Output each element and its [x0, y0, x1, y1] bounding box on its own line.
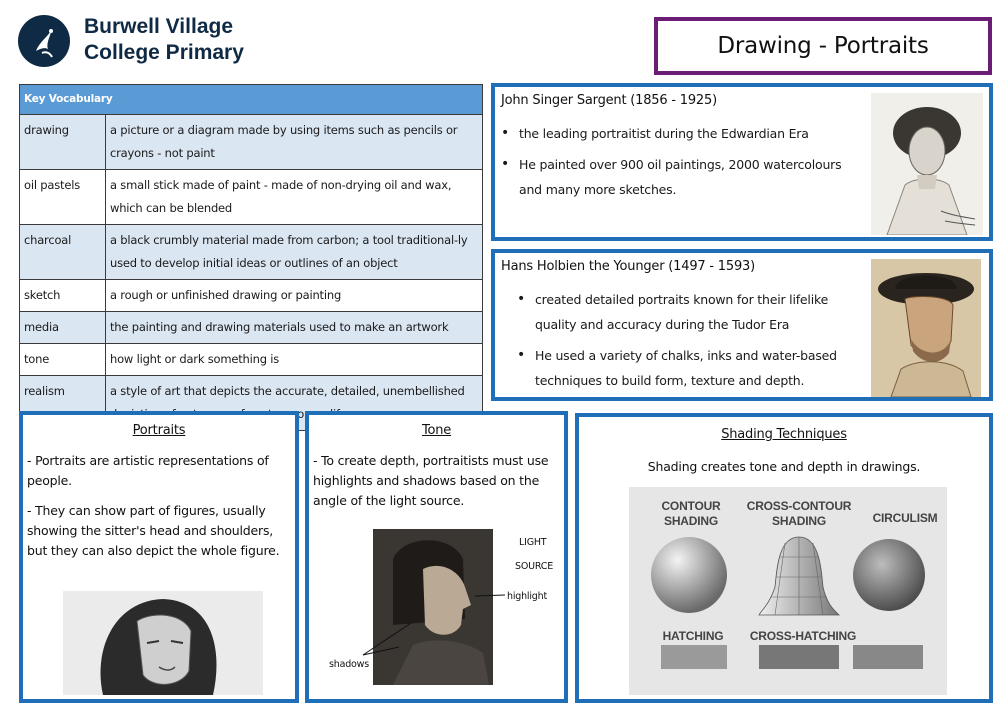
school-name: [84, 14, 244, 66]
portrait-sketch-image: [63, 591, 263, 695]
holbein-title: Hans Holbien the Younger (1497 - 1593): [501, 259, 755, 274]
vocab-definition: a style of art that depicts the accurate, detailed, unembellished: [106, 376, 483, 431]
hatching-swatch: [661, 645, 727, 669]
tone-heading: Tone: [421, 423, 452, 438]
circulism-label: CIRCULISM: [872, 511, 938, 525]
list-item: • He painted over 900 oil paintings, 2000 watercolours and many more sketches.: [499, 152, 855, 202]
light-label: LIGHT: [519, 537, 547, 548]
cross-contour-label-line1: CROSS-CONTOUR: [746, 499, 852, 513]
cross-contour-shading-label: [741, 499, 857, 529]
hatching-label: HATCHING: [662, 629, 724, 643]
vocabulary-heading: Key Vocabulary: [20, 85, 483, 115]
holbein-bullets: [515, 287, 855, 399]
shading-examples-image: [629, 487, 947, 695]
portraits-para-1: - Portraits are artistic representations of people.: [27, 453, 269, 488]
cross-contour-label-line2: SHADING: [772, 514, 826, 528]
cross-hatching-label: CROSS-HATCHING: [749, 629, 857, 643]
vocab-term: charcoal: [20, 225, 106, 280]
list-item: • the leading portraitist during the Edwardian Era: [499, 121, 855, 146]
holbein-panel: [491, 249, 993, 401]
table-row: [20, 115, 483, 170]
tone-text: - To create depth, portraitists must use highlights and shadows based on the angle of the light source.: [313, 453, 549, 508]
contour-shading-label: [651, 499, 731, 529]
vocab-definition: a picture or a diagram made by using items such as pencils or crayons - not paint: [106, 115, 483, 170]
portraits-para-2: - They can show part of figures, usually showing the sitter's head and shoulders, but they can also depict the whole figure.: [27, 503, 280, 558]
table-row: [20, 280, 483, 312]
shadows-label: shadows: [329, 659, 369, 670]
holbein-portrait-image: [871, 259, 981, 397]
vocab-definition: a small stick made of paint - made of non-drying oil and wax, which can be blended: [106, 170, 483, 225]
page-title: Drawing - Portraits: [654, 17, 992, 75]
cross-hatching-swatch: [759, 645, 839, 669]
school-name-line2: College Primary: [84, 41, 244, 64]
contour-sphere: [651, 537, 727, 613]
shading-panel: [575, 413, 993, 703]
vocab-term: tone: [20, 344, 106, 376]
highlight-label: highlight: [507, 591, 547, 602]
table-row: [20, 312, 483, 344]
vocab-term: sketch: [20, 280, 106, 312]
circulism-swatch: [853, 645, 923, 669]
shading-subtitle: Shading creates tone and depth in drawings.: [647, 459, 921, 474]
school-logo: [18, 15, 70, 67]
vocabulary-table: [19, 84, 483, 431]
contour-label-line1: CONTOUR: [661, 499, 721, 513]
table-row: [20, 344, 483, 376]
vocab-term: oil pastels: [20, 170, 106, 225]
school-name-line1: Burwell Village: [84, 15, 233, 38]
sargent-title: John Singer Sargent (1856 - 1925): [501, 93, 717, 108]
tone-portrait-image: [373, 529, 493, 685]
shading-heading: Shading Techniques: [721, 427, 847, 442]
sargent-bullets: [499, 121, 855, 208]
list-item: • He used a variety of chalks, inks and water-based techniques to build form, texture and depth.: [515, 343, 855, 393]
vocab-definition: a rough or unfinished drawing or painting: [106, 280, 483, 312]
vocab-term: media: [20, 312, 106, 344]
table-row: [20, 225, 483, 280]
circulism-sphere: [853, 539, 925, 611]
sargent-portrait-image: [871, 93, 983, 235]
contour-label-line2: SHADING: [664, 514, 718, 528]
tone-panel: [305, 411, 568, 703]
list-item: • created detailed portraits known for their lifelike quality and accuracy during the Tudor Era: [515, 287, 855, 337]
table-row: [20, 170, 483, 225]
vocab-term: realism: [20, 376, 106, 431]
vocab-definition: the painting and drawing materials used to make an artwork: [106, 312, 483, 344]
source-label: SOURCE: [515, 561, 554, 572]
vocab-definition: how light or dark something is: [106, 344, 483, 376]
sargent-panel: [491, 83, 993, 241]
vocab-term: drawing: [20, 115, 106, 170]
bird-logo-icon: [18, 15, 70, 67]
portraits-heading: Portraits: [132, 423, 186, 438]
portraits-panel: [19, 411, 299, 703]
vocab-definition: a black crumbly material made from carbon; a tool traditional-ly used to develop initial ideas or outlines of an object: [106, 225, 483, 280]
